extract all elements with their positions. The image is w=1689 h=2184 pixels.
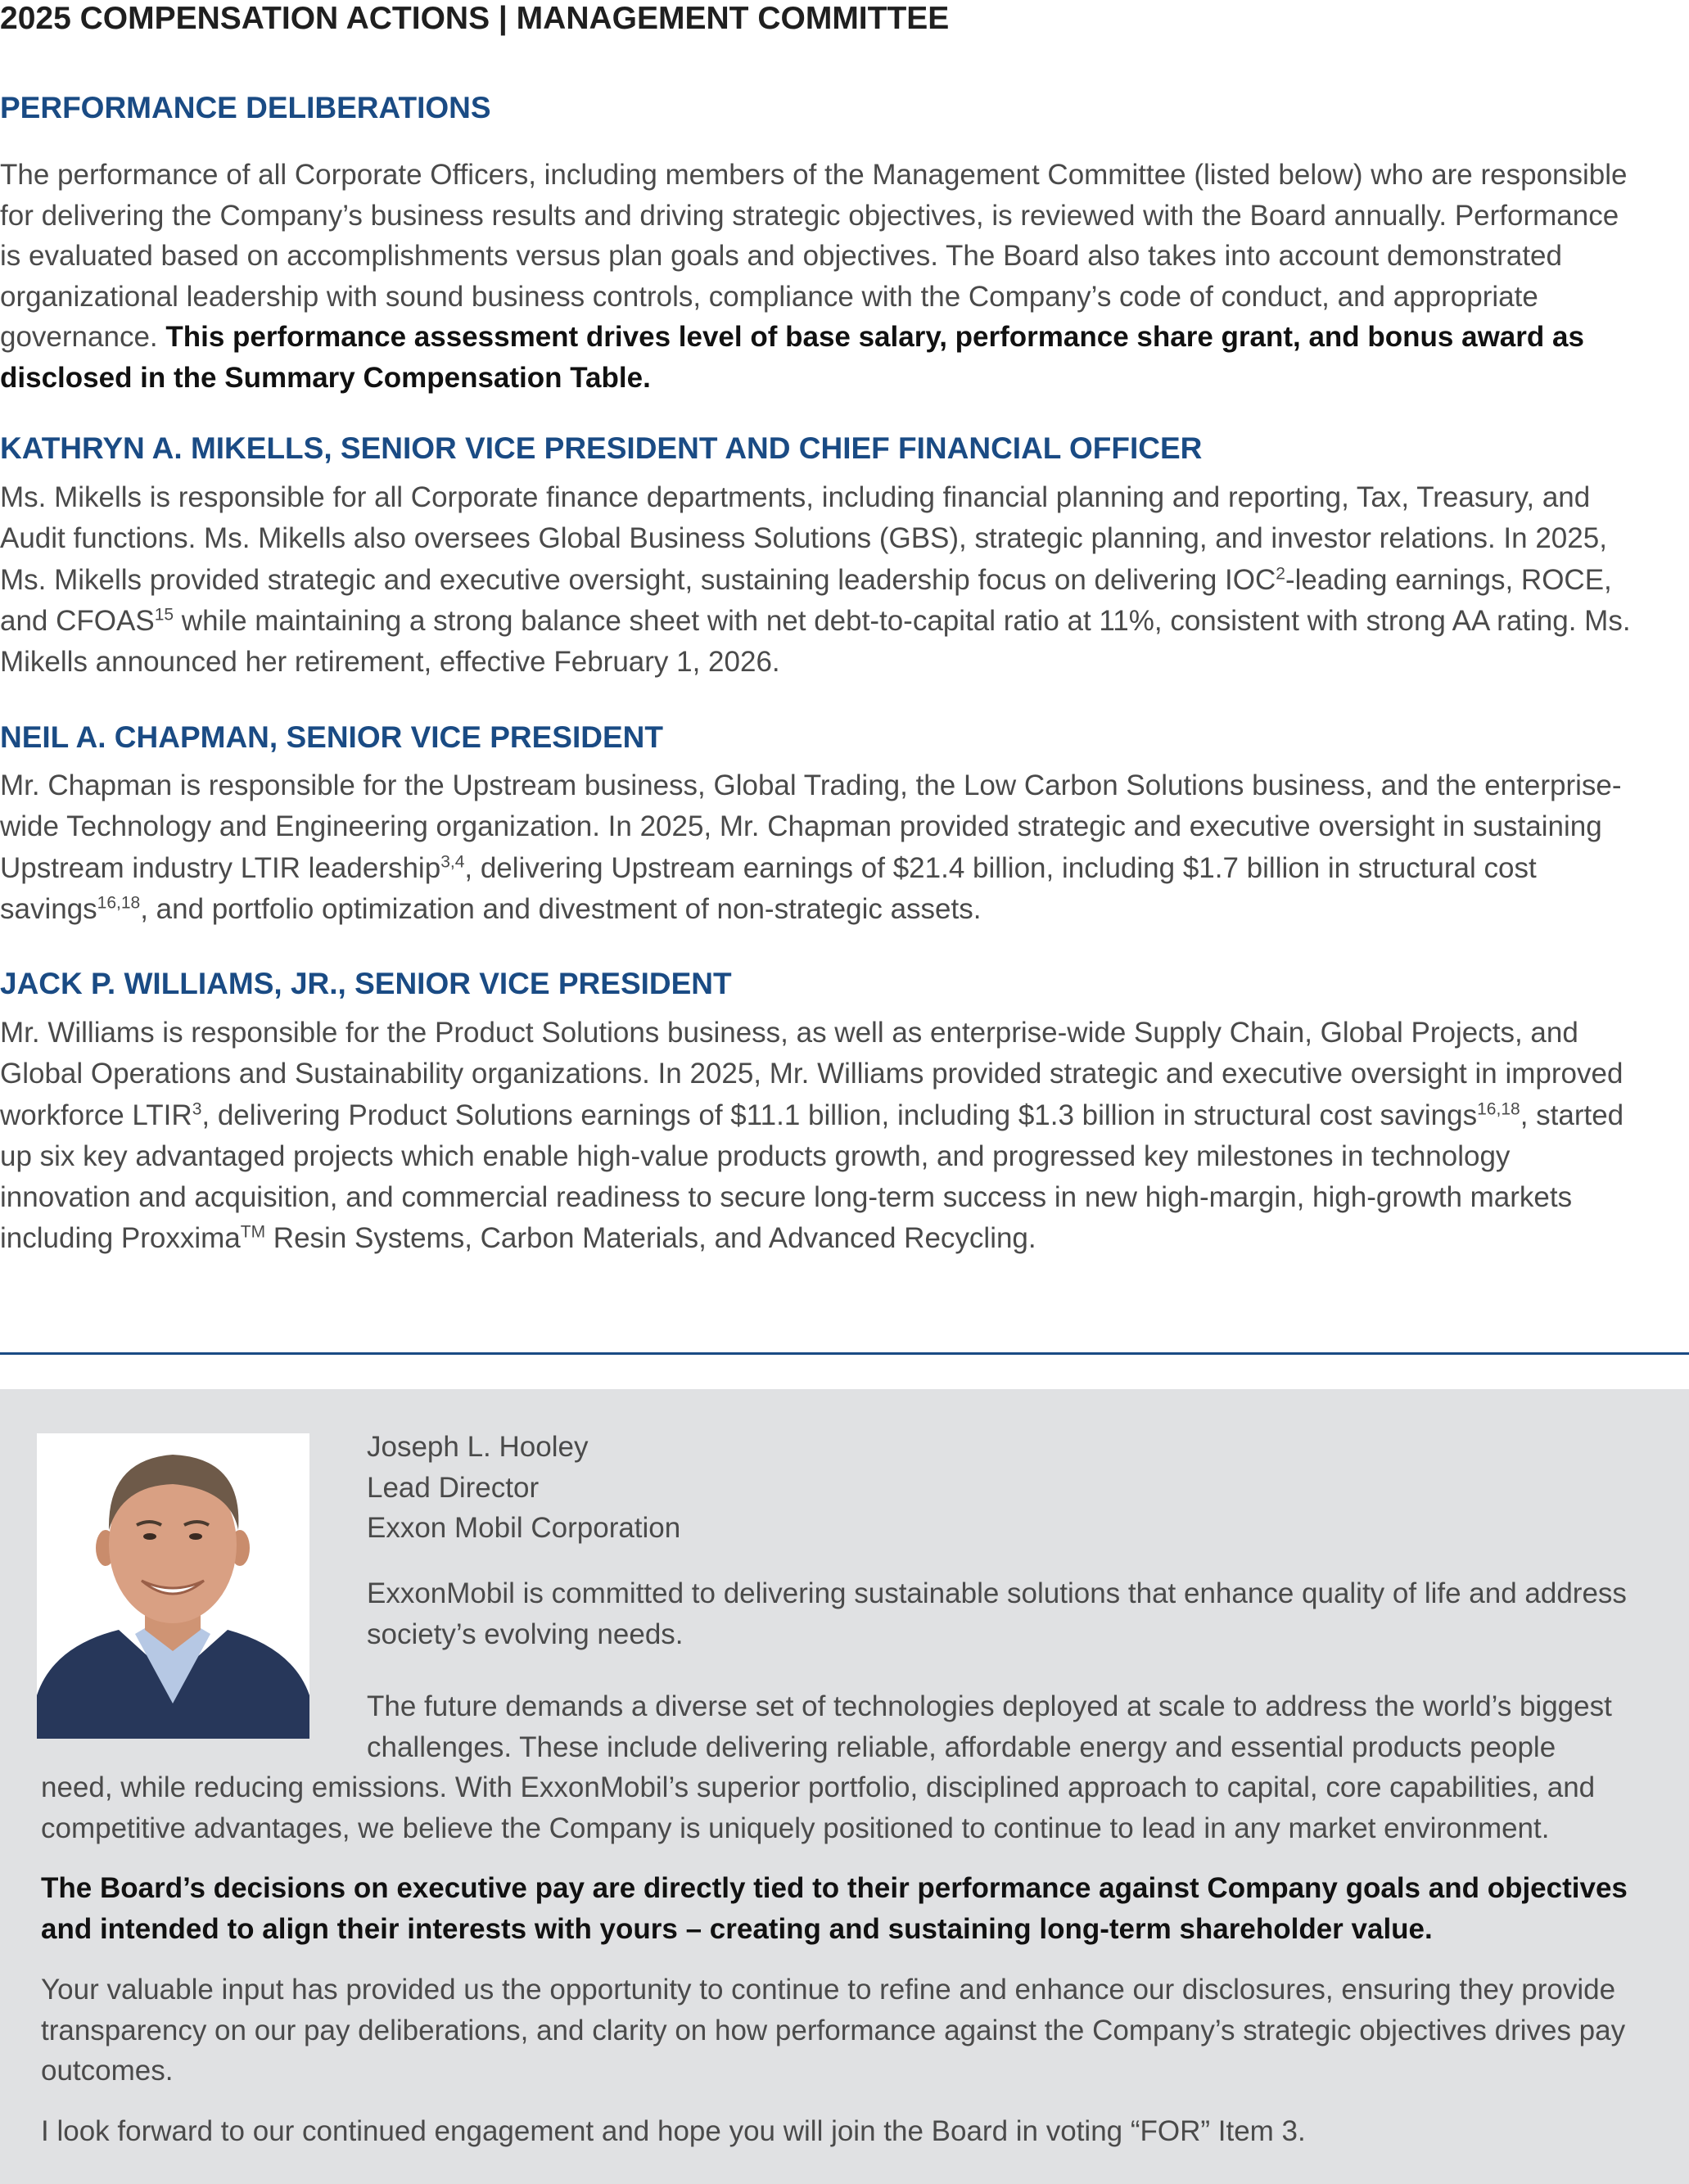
signatory-company: Exxon Mobil Corporation [367, 1512, 681, 1544]
signatory-title: Lead Director [367, 1471, 540, 1504]
signatory-name: Joseph L. Hooley [367, 1431, 589, 1463]
letter-paragraph-2-rest: need, while reducing emissions. With ExxonMobil’s superior portfolio, disciplined approach to capital, core capabilities, and competitive advantages, we believe the Company is uniquely positioned to continue to lead in any market environment. [41, 1771, 1596, 1844]
bio-text: while maintaining a strong balance sheet with net debt-to-capital ratio at 11%, consistent with strong AA rating. Ms. Mikells announced her retirement, effective February 1, 2026. [0, 604, 1631, 679]
signatory-block [367, 1427, 680, 1549]
footnote-ref: 16,18 [97, 893, 141, 913]
footnote-ref: 3,4 [440, 851, 465, 871]
letter-paragraph-2-first: The future demands a diverse set of technologies deployed at scale to address the world’s biggest challenges. These include delivering reliable, affordable energy and essential products people [367, 1690, 1612, 1763]
exec-bio-chapman [0, 765, 1642, 930]
bio-text: , delivering Upstream earnings of $21.4 billion, including $1.7 billion in structural cost savings [0, 851, 1537, 925]
bio-text: Mr. Chapman is responsible for the Upstream business, Global Trading, the Low Carbon Solutions business, and the enterprise-wide Technology and Engineering organization. In 2025, Mr. Chapman provided strategic and executive oversight in sustaining Upstream industry LTIR leadership [0, 769, 1622, 884]
bio-text: , and portfolio optimization and divestment of non-strategic assets. [140, 892, 982, 925]
footnote-ref: 2 [1276, 563, 1285, 583]
footnote-ref: 16,18 [1477, 1099, 1520, 1118]
footnote-ref: 3 [192, 1099, 202, 1118]
bio-text: , delivering Product Solutions earnings of $11.1 billion, including $1.3 billion in structural cost savings [201, 1099, 1478, 1131]
exec-bio-mikells [0, 477, 1642, 683]
letter-paragraph-3: Your valuable input has provided us the opportunity to continue to refine and enhance our disclosures, ensuring they provide transparency on our pay deliberations, and clarity on how performance against the Company’s strategic objectives drives pay outcomes. [41, 1974, 1626, 2087]
page-title: 2025 COMPENSATION ACTIONS | MANAGEMENT COMMITTEE [0, 1, 950, 36]
bio-text: Mr. Williams is responsible for the Product Solutions business, as well as enterprise-wide Supply Chain, Global Projects, and Global Operations and Sustainability organizations. In 2025, Mr. Williams provided strategic and executive oversight in improved workforce LTIR [0, 1017, 1624, 1131]
footnote-ref: 15 [154, 605, 174, 625]
section-heading-deliberations: PERFORMANCE DELIBERATIONS [0, 91, 491, 124]
deliberations-text: The performance of all Corporate Officers, including members of the Management Committee (listed below) who are responsible for delivering the Company’s business results and driving strategic objectives, is reviewed with the Board annually. Performance is evaluated based on accomplishments versus plan goals and objectives. The Board also takes into account demonstrated organizational leadership with sound business controls, compliance with the Company’s code of conduct, and appropriate governance. [0, 159, 1628, 353]
trademark-mark: TM [240, 1222, 266, 1242]
section-divider [0, 1352, 1689, 1355]
letter-paragraph-1: ExxonMobil is committed to delivering sustainable solutions that enhance quality of life and address society’s evolving needs. [367, 1577, 1627, 1650]
letter-paragraph-2 [41, 1686, 1662, 1848]
deliberations-bold-text: This performance assessment drives level of base salary, performance share grant, and bonus award as disclosed in the Summary Compensation Table. [0, 321, 1584, 394]
deliberations-paragraph [0, 155, 1637, 398]
exec-heading-mikells: KATHRYN A. MIKELLS, SENIOR VICE PRESIDENT AND CHIEF FINANCIAL OFFICER [0, 431, 1203, 465]
bio-text: Resin Systems, Carbon Materials, and Advanced Recycling. [265, 1222, 1036, 1255]
bio-text: Ms. Mikells is responsible for all Corporate finance departments, including financial planning and reporting, Tax, Treasury, and Audit functions. Ms. Mikells also oversees Global Business Solutions (GBS), strategic planning, and investor relations. In 2025, Ms. Mikells provided strategic and executive oversight, sustaining leadership focus on delivering IOC [0, 481, 1607, 596]
bio-text: , started up six key advantaged projects which enable high-value products growth, and progressed key milestones in technology innovation and acquisition, and commercial readiness to secure long-term success in new high-margin, high-growth markets including Proxxima [0, 1099, 1624, 1255]
letter-paragraph-bold: The Board’s decisions on executive pay are directly tied to their performance against Company goals and objectives and intended to align their interests with yours – creating and sustaining long-term shareholder value. [41, 1872, 1628, 1945]
exec-heading-chapman: NEIL A. CHAPMAN, SENIOR VICE PRESIDENT [0, 720, 663, 754]
exec-heading-williams: JACK P. WILLIAMS, JR., SENIOR VICE PRESIDENT [0, 967, 732, 1000]
letter-closing: I look forward to our continued engagement and hope you will join the Board in voting “FOR” Item 3. [41, 2115, 1306, 2147]
exec-bio-williams [0, 1013, 1642, 1260]
bio-text: -leading earnings, ROCE, and CFOAS [0, 563, 1612, 637]
